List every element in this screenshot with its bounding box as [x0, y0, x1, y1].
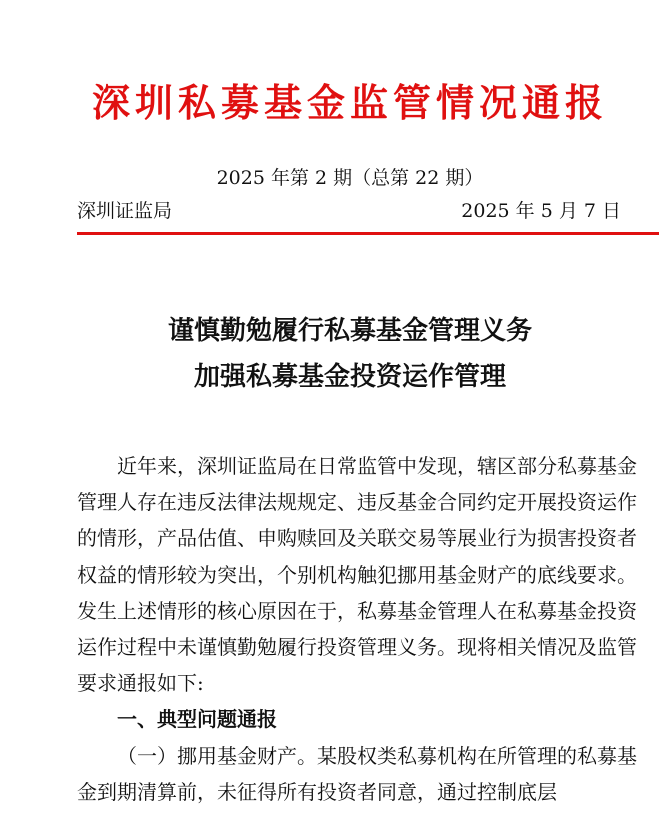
- document-title-line-2: 加强私募基金投资运作管理: [193, 362, 506, 392]
- issue-number: 2025 年第 2 期（总第 22 期）: [216, 167, 484, 189]
- document-body: [77, 448, 637, 810]
- intro-paragraph: 近年来，深圳证监局在日常监管中发现，辖区部分私募基金管理人存在违反法律法规规定、违反基金合同约定开展投资运作的情形，产品估值、申购赎回及关联交易等展业行为损害投资者权益的情形较为突出，个别机构触犯挪用基金财产的底线要求。发生上述情形的核心原因在于，私募基金管理人在私募基金投资运作过程中未谨慎勤勉履行投资管理义务。现将相关情况及监管要求通报如下:: [77, 454, 637, 696]
- body-paragraph: （一）挪用基金财产。某股权类私募机构在所管理的私募基金到期清算前，未征得所有投资者同意，通过控制底层: [77, 743, 637, 804]
- red-divider: [77, 232, 659, 235]
- issue-date: 2025 年 5 月 7 日: [461, 200, 621, 222]
- section-heading: 一、典型问题通报: [117, 707, 277, 732]
- issuer-name: 深圳证监局: [77, 200, 173, 222]
- masthead-title: 深圳私募基金监管情况通报: [91, 80, 608, 125]
- document-title-line-1: 谨慎勤勉履行私募基金管理义务: [167, 316, 532, 346]
